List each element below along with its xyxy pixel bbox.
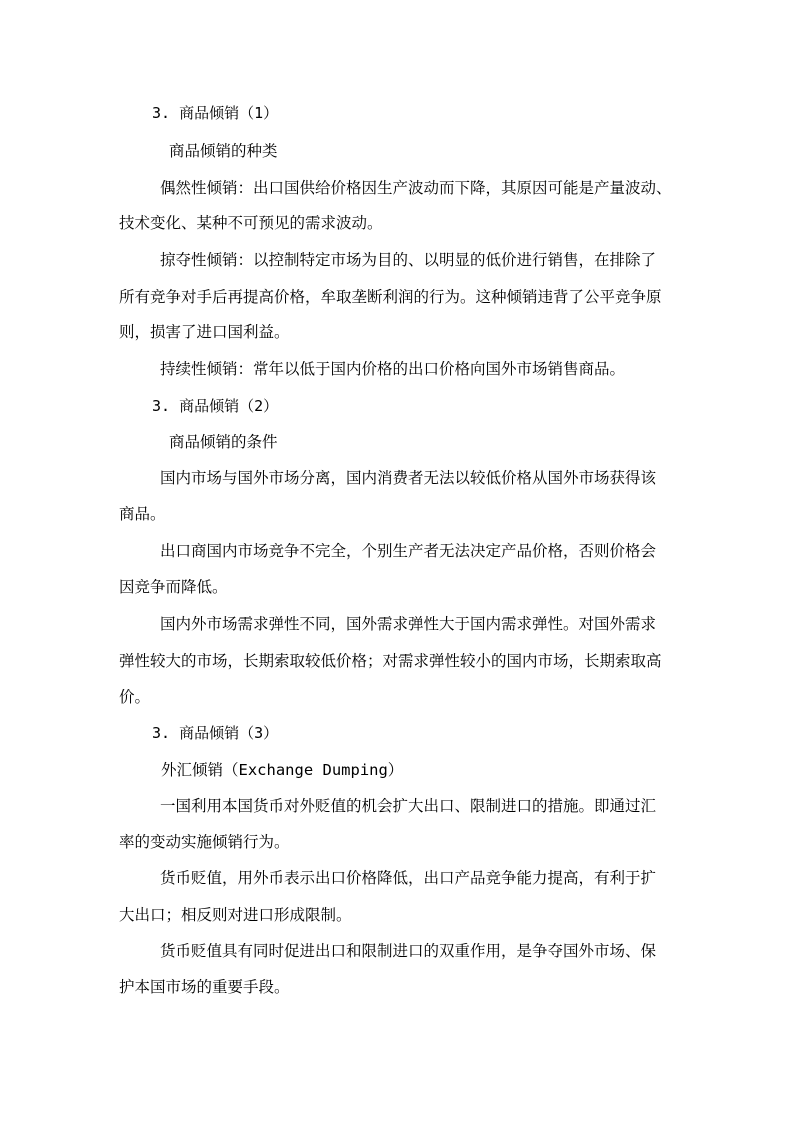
section-subheading: 外汇倾销（Exchange Dumping）	[161, 761, 404, 779]
paragraph-line: 国内外市场需求弹性不同，国外需求弹性大于国内需求弹性。对国外需求	[160, 615, 657, 633]
paragraph-line: 商品。	[119, 505, 166, 523]
paragraph-line: 持续性倾销：常年以低于国内价格的出口价格向国外市场销售商品。	[160, 360, 626, 378]
paragraph-line: 一国利用本国货币对外贬值的机会扩大出口、限制进口的措施。即通过汇	[160, 797, 657, 815]
paragraph-line: 技术变化、某种不可预见的需求波动。	[119, 214, 383, 232]
paragraph-line: 弹性较大的市场，长期索取较低价格；对需求弹性较小的国内市场，长期索取高	[119, 652, 662, 670]
section-subheading: 商品倾销的种类	[169, 142, 278, 160]
paragraph-line: 所有竞争对手后再提高价格，牟取垄断利润的行为。这种倾销违背了公平竞争原	[119, 288, 662, 306]
paragraph-line: 护本国市场的重要手段。	[119, 978, 290, 996]
paragraph-line: 出口商国内市场竞争不完全，个别生产者无法决定产品价格，否则价格会	[160, 542, 657, 560]
paragraph-line: 货币贬值，用外币表示出口价格降低，出口产品竞争能力提高，有利于扩	[160, 869, 657, 887]
paragraph-line: 偶然性倾销：出口国供给价格因生产波动而下降，其原因可能是产量波动、	[160, 179, 672, 197]
section-heading: 3. 商品倾销（2）	[152, 397, 279, 415]
paragraph-line: 率的变动实施倾销行为。	[119, 833, 290, 851]
section-heading: 3. 商品倾销（3）	[152, 724, 279, 742]
paragraph-line: 价。	[119, 688, 151, 706]
section-subheading: 商品倾销的条件	[169, 433, 278, 451]
paragraph-line: 掠夺性倾销：以控制特定市场为目的、以明显的低价进行销售，在排除了	[160, 251, 657, 269]
paragraph-line: 货币贬值具有同时促进出口和限制进口的双重作用，是争夺国外市场、保	[160, 942, 657, 960]
paragraph-line: 因竞争而降低。	[119, 578, 228, 596]
paragraph-line: 大出口；相反则对进口形成限制。	[119, 906, 352, 924]
section-heading: 3. 商品倾销（1）	[152, 104, 279, 122]
paragraph-line: 则，损害了进口国利益。	[119, 323, 290, 341]
paragraph-line: 国内市场与国外市场分离，国内消费者无法以较低价格从国外市场获得该	[160, 469, 657, 487]
